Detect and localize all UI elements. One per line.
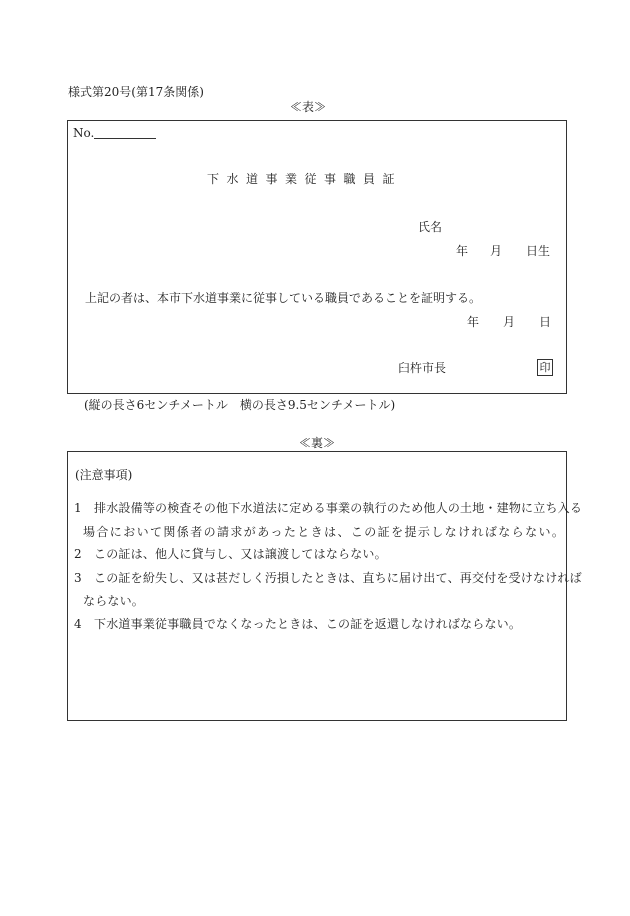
issue-year-label: 年: [467, 315, 480, 329]
note-1-line-1: 1 排水設備等の検査その他下水道法に定める事業の執行のため他人の土地・建物に立ち入る: [74, 501, 583, 515]
seal-mark: 印: [537, 359, 553, 376]
back-heading: ≪裏≫: [299, 436, 336, 450]
certification-statement: 上記の者は、本市下水道事業に従事している職員であることを証明する。: [85, 291, 482, 305]
front-heading: ≪表≫: [290, 100, 327, 114]
birth-month-label: 月: [490, 244, 503, 258]
back-card: [67, 451, 583, 721]
issue-month-label: 月: [503, 315, 516, 329]
note-2: 2 この証は、他人に貸与し、又は譲渡してはならない。: [74, 547, 387, 561]
note-3-line-2: ならない。: [83, 594, 145, 608]
note-3-line-1: 3 この証を紛失し、又は甚だしく汚損したときは、直ちに届け出て、再交付を受けなければ: [74, 571, 582, 585]
serial-number-label: No.: [73, 126, 95, 140]
card-title: 下水道事業従事職員証: [207, 172, 403, 186]
birth-year-label: 年: [456, 244, 469, 258]
serial-number: [73, 127, 156, 139]
serial-number-blank: [94, 128, 156, 139]
notes-title: (注意事項): [75, 468, 133, 482]
form-number: 様式第20号(第17条関係): [68, 85, 204, 99]
note-4: 4 下水道事業従事職員でなくなったときは、この証を返還しなければならない。: [74, 617, 522, 631]
issuer-title: 臼杵市長: [398, 361, 447, 375]
birth-day-label: 日生: [526, 244, 551, 258]
note-1-line-2: 場合において関係者の請求があったときは、この証を提示しなければならない。: [83, 525, 566, 539]
front-card: [67, 120, 567, 394]
issue-day-label: 日: [539, 315, 552, 329]
name-label: 氏名: [418, 220, 443, 234]
size-note: (縦の長さ6センチメートル 横の長さ9.5センチメートル): [84, 398, 396, 412]
